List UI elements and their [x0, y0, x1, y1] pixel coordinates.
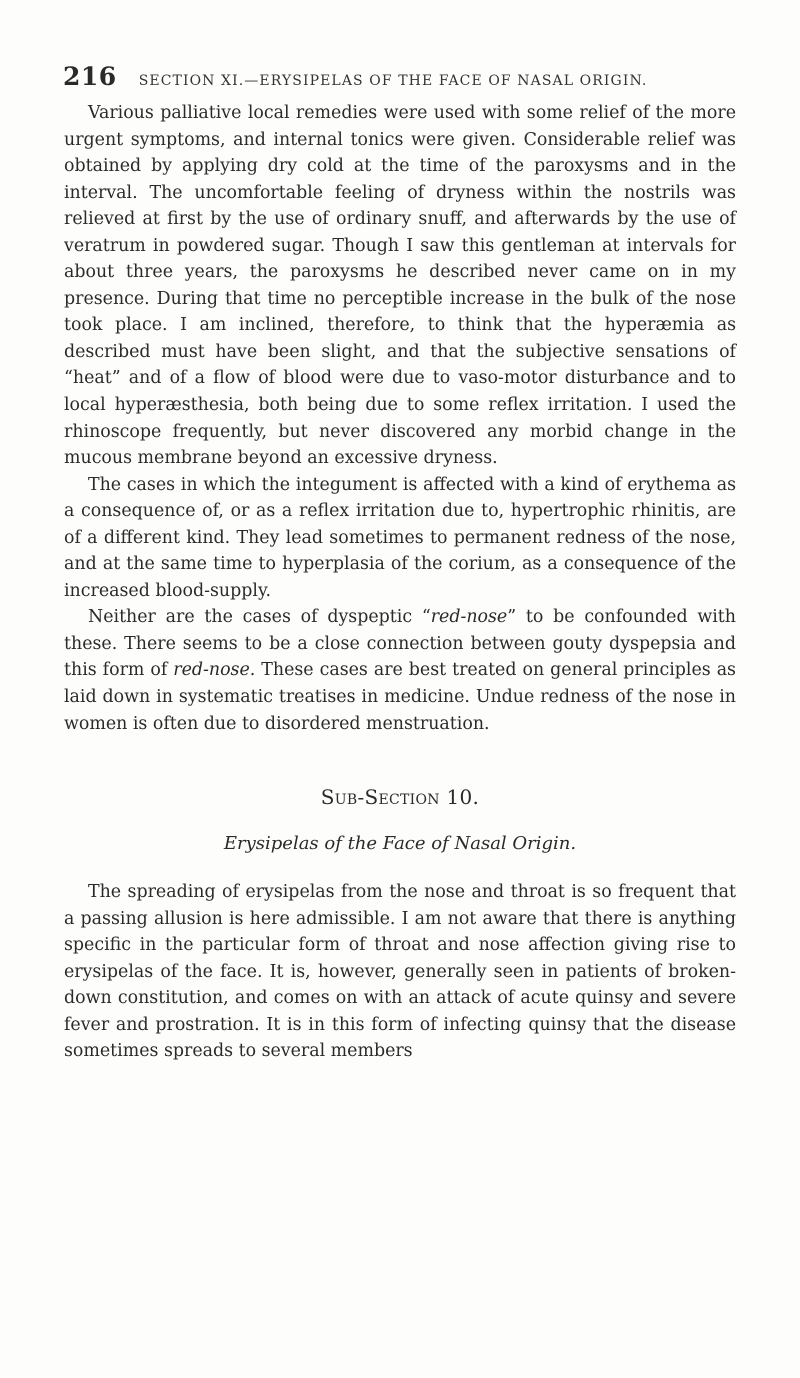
page-number: 216 [63, 62, 117, 91]
italic-term-red-nose: red-nose [430, 607, 508, 628]
subsection-heading [64, 785, 736, 819]
subsection-number: Sub-Section 10. [320, 785, 480, 810]
italic-term-red-nose: red-nose. [173, 660, 256, 681]
running-head [63, 62, 763, 96]
paragraph-erysipelas-spreading: The spreading of erysipelas from the nose and throat is so frequent that a passing allusion is here admissible. I am not aware that there is anything specific in the particular form of throat and nose affection giving rise to erysipelas of the face. It is, however, generally seen in patients of broken-down constitution, and comes on with an attack of acute quinsy and severe fever and prostration. It is in this form of infecting quinsy that the disease sometimes spreads to several members [64, 882, 736, 1062]
text-run: These cases are best treated on general principles as laid down in systematic treatises in medicine. Undue redness of the nose in women is often due to disordered menstruation. [64, 660, 736, 734]
running-title: SECTION XI.—ERYSIPELAS OF THE FACE OF NASAL ORIGIN. [138, 73, 648, 89]
text-run: Neither are the cases of dyspeptic “ [88, 607, 431, 628]
subsection-title: Erysipelas of the Face of Nasal Origin. [223, 833, 577, 855]
paragraph-erythema-cases: The cases in which the integument is affected with a kind of erythema as a consequence of, or as a reflex irritation due to, hypertrophic rhinitis, are of a different kind. They lead sometimes to permanent redness of the nose, and at the same time to hyperplasia of the corium, as a consequence of the increased blood-supply. [64, 474, 736, 601]
text-run: ” to be confounded with these. There seems to be a close connection between gouty dyspepsia and this form of [64, 607, 736, 681]
paragraph-palliative-remedies: Various palliative local remedies were used with some relief of the more urgent symptoms, and internal tonics were given. Considerable relief was obtained by applying dry cold at the time of the paroxysms and in the interval. The uncomfortable feeling of dryness within the nostrils was relieved at first by the use of ordinary snuff, and afterwards by the use of veratrum in powdered sugar. Though I saw this gentleman at intervals for about three years, the paroxysms he described never came on in my presence. During that time no perceptible increase in the bulk of the nose took place. I am inclined, therefore, to think that the hyperæmia as described must have been slight, and that the subjective sensations of “heat” and of a flow of blood were due to vaso-motor disturbance and to local hyperæsthesia, both being due to some reflex irritation. I used the rhinoscope frequently, but never discovered any morbid change in the mucous membrane beyond an excessive dryness. [64, 103, 736, 469]
paragraph-dyspeptic-red-nose [64, 604, 736, 737]
body-text [64, 100, 736, 1065]
